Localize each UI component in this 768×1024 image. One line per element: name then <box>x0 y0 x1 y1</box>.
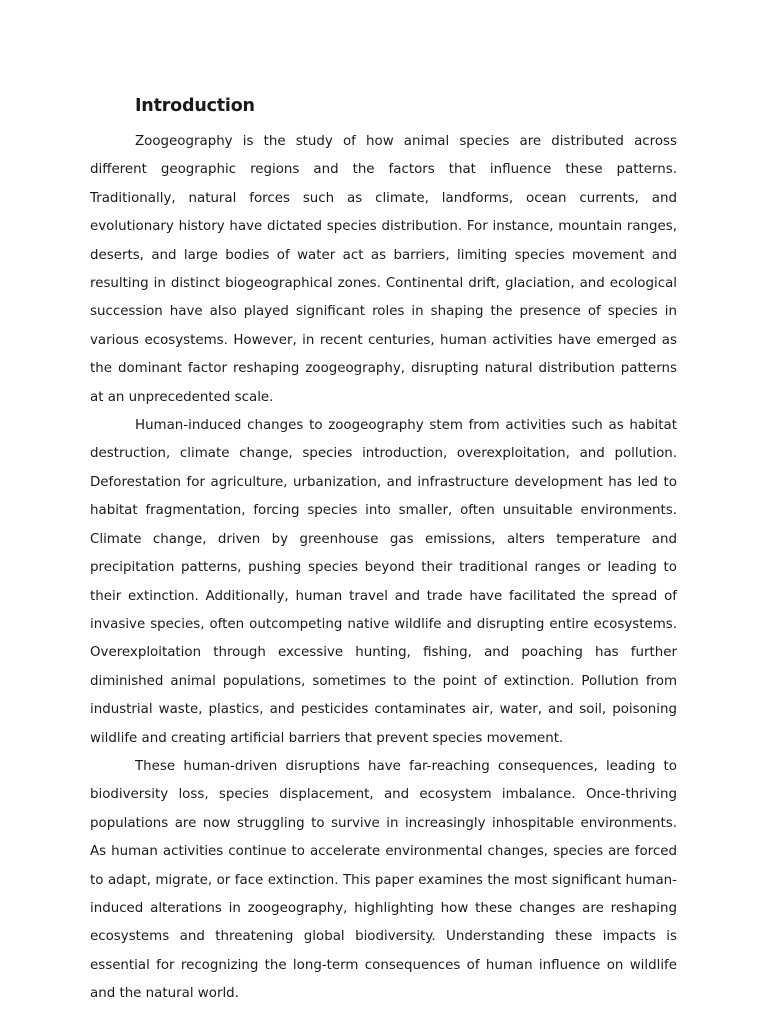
paragraph-human-induced-changes: Human-induced changes to zoogeography stem from activities such as habitat destruction, climate change, species introduction, overexploitation, and pollution. Deforestation for agriculture, urbanization, and infrastructure development has led to habitat fragmentation, forcing species into smaller, often unsuitable environments. Climate change, driven by greenhouse gas emissions, alters temperature and precipitation patterns, pushing species beyond their traditional ranges or leading to their extinction. Additionally, human travel and trade have facilitated the spread of invasive species, often outcompeting native wildlife and disrupting entire ecosystems. Overexploitation through excessive hunting, fishing, and poaching has further diminished animal populations, sometimes to the point of extinction. Pollution from industrial waste, plastics, and pesticides contaminates air, water, and soil, poisoning wildlife and creating artificial barriers that prevent species movement. <box>90 418 677 746</box>
section-heading: Introduction <box>135 96 255 116</box>
paragraph-intro: Zoogeography is the study of how animal species are distributed across different geographic regions and the factors that influence these patterns. Traditionally, natural forces such as climate, landforms, ocean currents, and evolutionary history have dictated species distribution. For instance, mountain ranges, deserts, and large bodies of water act as barriers, limiting species movement and resulting in distinct biogeographical zones. Continental drift, glaciation, and ecological succession have also played significant roles in shaping the presence of species in various ecosystems. However, in recent centuries, human activities have emerged as the dominant factor reshaping zoogeography, disrupting natural distribution patterns at an unprecedented scale. <box>90 134 677 405</box>
paragraph-consequences: These human-driven disruptions have far-reaching consequences, leading to biodiversity loss, species displacement, and ecosystem imbalance. Once-thriving populations are now struggling to survive in increasingly inhospitable environments. As human activities continue to accelerate environmental changes, species are forced to adapt, migrate, or face extinction. This paper examines the most significant human-induced alterations in zoogeography, highlighting how these changes are reshaping ecosystems and threatening global biodiversity. Understanding these impacts is essential for recognizing the long-term consequences of human influence on wildlife and the natural world. <box>90 758 677 1002</box>
document-body <box>90 92 677 1009</box>
